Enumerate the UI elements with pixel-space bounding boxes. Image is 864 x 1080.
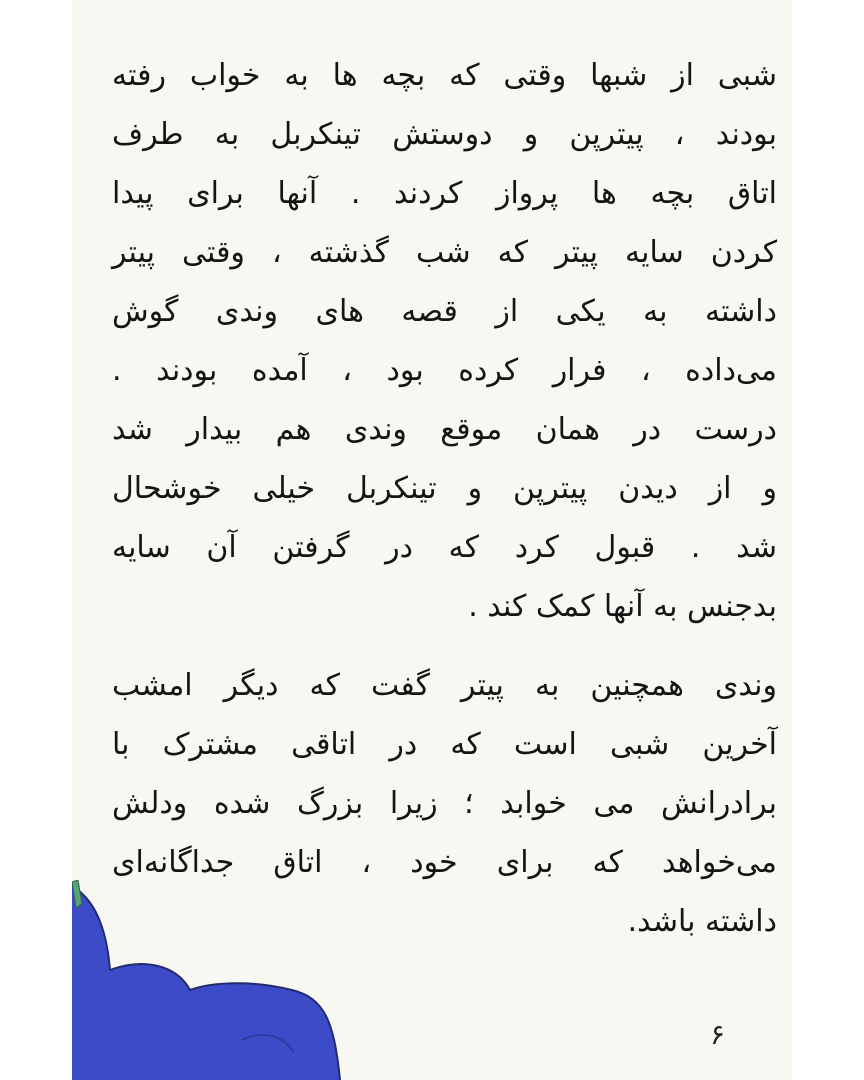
text-line: آخرین شبی است که در اتاقی مشترک با: [112, 727, 777, 762]
text-line: شبی از شبها وقتی که بچه ها به خواب رفته: [112, 58, 777, 93]
story-text: [112, 46, 777, 951]
corner-illustration: [72, 880, 372, 1080]
text-line: وندی همچنین به پیتر گفت که دیگر امشب: [112, 668, 777, 703]
book-page: [72, 0, 792, 1080]
paragraph-1: [112, 46, 777, 636]
text-line: داشته باشد.: [627, 904, 777, 939]
text-line: کردن سایه پیتر که شب گذشته ، وقتی پیتر: [112, 235, 777, 270]
text-line: بودند ، پیترپن و دوستش تینکربل به طرف: [112, 117, 777, 152]
text-line: درست در همان موقع وندی هم بیدار شد: [112, 412, 777, 447]
text-line: می‌خواهد که برای خود ، اتاق جداگانه‌ای: [112, 845, 777, 880]
text-line: می‌داده ، فرار کرده بود ، آمده بودند .: [112, 353, 777, 388]
text-line: داشته به یکی از قصه های وندی گوش: [112, 294, 777, 329]
text-line: شد . قبول کرد که در گرفتن آن سایه: [112, 530, 777, 565]
text-line: و از دیدن پیترپن و تینکربل خیلی خوشحال: [112, 471, 777, 506]
text-line: برادرانش می خوابد ؛ زیرا بزرگ شده ودلش: [112, 786, 777, 821]
text-line: اتاق بچه ها پرواز کردند . آنها برای پیدا: [112, 176, 777, 211]
page-number: ۶: [710, 1018, 726, 1051]
text-line: بدجنس به آنها کمک کند .: [468, 589, 777, 624]
